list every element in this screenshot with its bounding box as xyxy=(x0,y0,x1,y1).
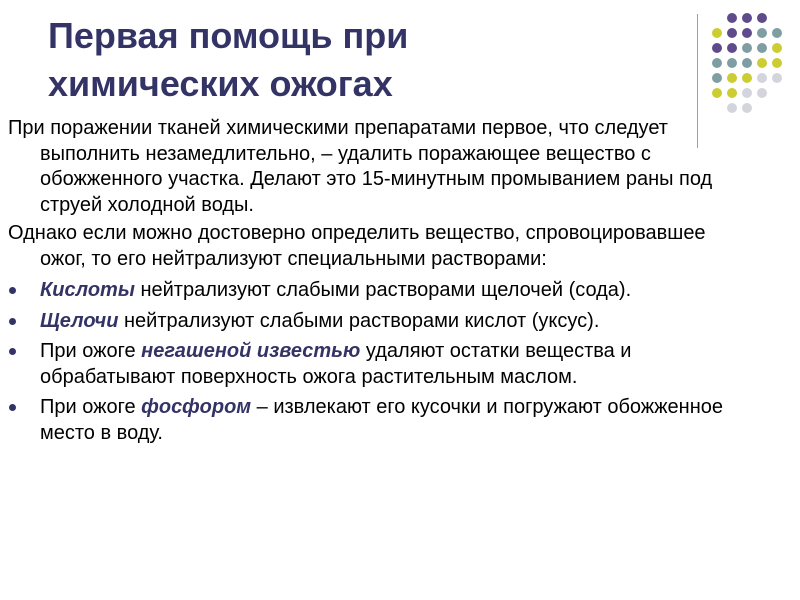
list-item-text-pre: При ожоге xyxy=(40,340,142,362)
paragraph-first-aid-intro: При поражении тканей химическими препаратами первое, что следует выполнить незамедлительно, – удалить поражающее вещество с обожженного участка. Делают это 15-минутным промыванием раны под струей холодной воды. xyxy=(8,117,713,216)
decor-dot xyxy=(742,73,752,83)
decor-dot xyxy=(757,58,767,68)
slide-title-line-1: Первая помощь при xyxy=(48,15,409,56)
list-item-text-post: – извлекают его кусочки и погружают обожженное место в воду. xyxy=(40,396,724,444)
decor-dot xyxy=(742,28,752,38)
list-item-alkalis xyxy=(8,309,748,335)
decor-dot xyxy=(727,58,737,68)
list-item-text-pre: При ожоге xyxy=(40,396,142,418)
list-item-emphasis: негашеной известью xyxy=(141,340,361,362)
decor-dot xyxy=(727,13,737,23)
decor-dot xyxy=(727,73,737,83)
decor-dot xyxy=(727,43,737,53)
decor-dot xyxy=(712,58,722,68)
decor-dot xyxy=(757,88,767,98)
decor-dot xyxy=(727,88,737,98)
list-item-quicklime xyxy=(8,339,748,390)
decor-dot xyxy=(742,13,752,23)
list-item-emphasis: Щелочи xyxy=(40,309,119,332)
list-item-emphasis: фосфором xyxy=(141,396,252,418)
decor-dot xyxy=(772,73,782,83)
decor-dot xyxy=(757,28,767,38)
list-item-phosphorus xyxy=(8,395,748,446)
bullet-dot-icon xyxy=(9,348,16,355)
paragraph-neutralization-intro: Однако если можно достоверно определить вещество, спровоцировавшее ожог, то его нейтрализуют специальными растворами: xyxy=(8,222,706,270)
decor-dot xyxy=(727,103,737,113)
decor-dot xyxy=(712,73,722,83)
decor-dot xyxy=(772,28,782,38)
decor-dot xyxy=(772,43,782,53)
decor-dot xyxy=(772,58,782,68)
slide-body xyxy=(8,116,748,451)
decor-dot xyxy=(712,88,722,98)
list-item-emphasis: Кислоты xyxy=(40,279,135,301)
bullet-dot-icon xyxy=(9,318,16,325)
decor-dot xyxy=(712,28,722,38)
decor-dot xyxy=(727,28,737,38)
decor-dot xyxy=(757,13,767,23)
decor-dot xyxy=(742,58,752,68)
list-item-acids xyxy=(8,278,748,304)
decor-dot xyxy=(757,43,767,53)
decor-dot xyxy=(757,73,767,83)
bullet-dot-icon xyxy=(9,404,16,411)
list-item-text-post: нейтрализуют слабыми растворами щелочей (сода). xyxy=(134,279,632,301)
neutralization-list xyxy=(8,278,748,446)
decor-dot xyxy=(742,88,752,98)
slide-title-line-2: химических ожогах xyxy=(48,63,393,104)
list-item-text-post: нейтрализуют слабыми растворами кислот (уксус). xyxy=(118,309,600,332)
decor-dot xyxy=(712,43,722,53)
bullet-dot-icon xyxy=(9,287,16,294)
decor-dot xyxy=(742,43,752,53)
list-item-text-post: удаляют остатки вещества и обрабатывают поверхность ожога растительным маслом. xyxy=(40,340,632,388)
decor-dot xyxy=(742,103,752,113)
